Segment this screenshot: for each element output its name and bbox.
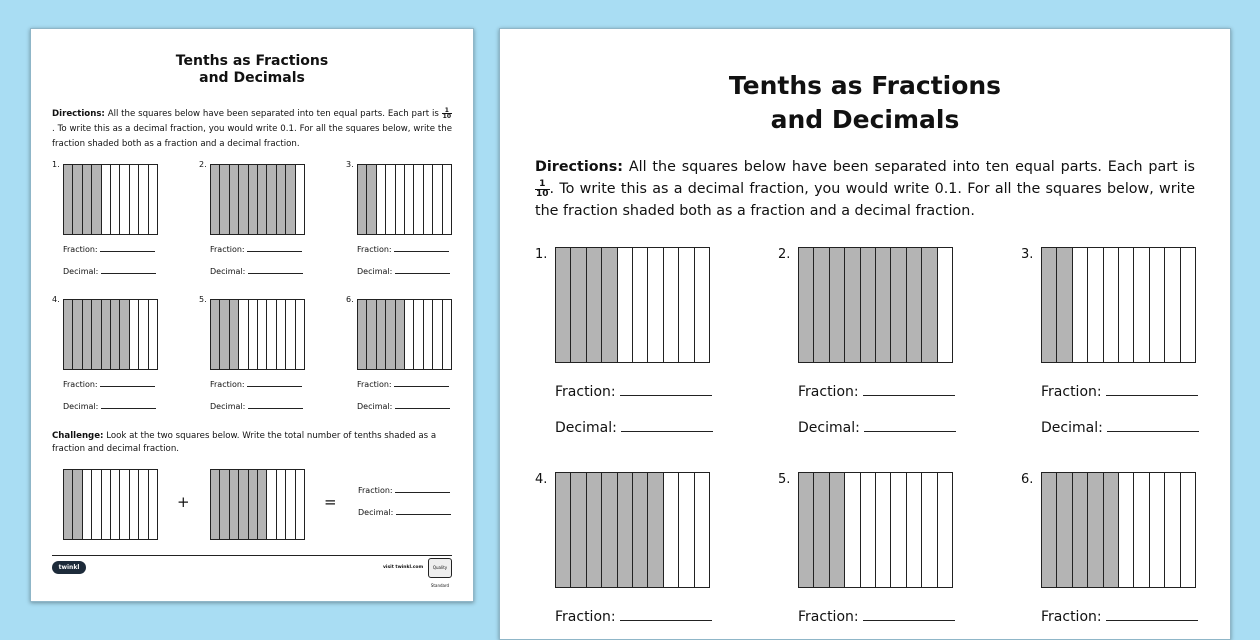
unshaded-tenth: [664, 248, 679, 362]
question-2: [778, 247, 978, 447]
fraction-field[interactable]: Fraction:: [357, 245, 449, 254]
unshaded-tenth: [396, 165, 405, 234]
shaded-tenth: [556, 248, 571, 362]
tenths-square: [210, 164, 305, 235]
shaded-tenth: [83, 300, 92, 369]
fraction-field[interactable]: Fraction:: [555, 609, 712, 625]
unshaded-tenth: [1150, 248, 1165, 362]
unshaded-tenth: [386, 165, 395, 234]
tenths-square: [357, 299, 452, 370]
unshaded-tenth: [83, 470, 92, 539]
directions-part-2: . To write this as a decimal fraction, you would write 0.1. For all the squares below, write the fraction shaded both as a fraction and a decimal fraction.: [52, 124, 452, 149]
unshaded-tenth: [679, 248, 694, 362]
footer-url[interactable]: visit twinkl.com: [383, 565, 424, 570]
decimal-field[interactable]: Decimal:: [63, 267, 156, 276]
question-number: 5.: [199, 295, 207, 304]
unshaded-tenth: [633, 248, 648, 362]
unshaded-tenth: [938, 473, 952, 587]
unshaded-tenth: [424, 300, 433, 369]
unshaded-tenth: [130, 165, 139, 234]
tenths-square: [63, 164, 158, 235]
unshaded-tenth: [424, 165, 433, 234]
directions-label: Directions:: [52, 109, 105, 119]
question-number: 5.: [778, 472, 791, 487]
unshaded-tenth: [1165, 473, 1180, 587]
directions-part-1: All the squares below have been separated into ten equal parts. Each part is: [107, 109, 439, 119]
shaded-tenth: [230, 470, 239, 539]
shaded-tenth: [220, 165, 229, 234]
question-number: 1.: [535, 247, 548, 262]
shaded-tenth: [92, 300, 101, 369]
unshaded-tenth: [414, 165, 423, 234]
directions-part-1: All the squares below have been separated into ten equal parts. Each part is: [628, 159, 1195, 175]
unshaded-tenth: [679, 473, 694, 587]
unshaded-tenth: [891, 473, 906, 587]
unshaded-tenth: [845, 473, 860, 587]
unshaded-tenth: [1104, 248, 1119, 362]
shaded-tenth: [891, 248, 906, 362]
decimal-field[interactable]: Decimal:: [357, 402, 450, 411]
unshaded-tenth: [695, 248, 709, 362]
shaded-tenth: [1088, 473, 1103, 587]
fraction-field[interactable]: Fraction:: [210, 245, 302, 254]
tenths-square: [63, 299, 158, 370]
shaded-tenth: [111, 300, 120, 369]
unshaded-tenth: [277, 300, 286, 369]
unshaded-tenth: [267, 470, 276, 539]
unshaded-tenth: [922, 473, 937, 587]
unshaded-tenth: [938, 248, 952, 362]
shaded-tenth: [83, 165, 92, 234]
shaded-tenth: [220, 470, 229, 539]
directions-part-2: . To write this as a decimal fraction, you would write 0.1. For all the squares below, write the fraction shaded both as a fraction and a decimal fraction.: [535, 181, 1195, 219]
quality-badge-icon: Quality Standard: [428, 558, 452, 578]
question-number: 2.: [199, 160, 207, 169]
shaded-tenth: [799, 473, 814, 587]
tenths-square: [210, 299, 305, 370]
shaded-tenth: [830, 248, 845, 362]
shaded-tenth: [830, 473, 845, 587]
plus-sign: +: [177, 493, 190, 511]
fraction-field[interactable]: Fraction:: [555, 384, 712, 400]
shaded-tenth: [907, 248, 922, 362]
shaded-tenth: [602, 248, 617, 362]
unshaded-tenth: [102, 165, 111, 234]
shaded-tenth: [64, 165, 73, 234]
shaded-tenth: [249, 165, 258, 234]
shaded-tenth: [211, 300, 220, 369]
question-3: [346, 160, 466, 290]
shaded-tenth: [799, 248, 814, 362]
unshaded-tenth: [139, 165, 148, 234]
unshaded-tenth: [92, 470, 101, 539]
unshaded-tenth: [695, 473, 709, 587]
fraction-field[interactable]: Fraction:: [798, 384, 955, 400]
decimal-field[interactable]: Decimal:: [357, 267, 450, 276]
unshaded-tenth: [296, 470, 304, 539]
fraction-field[interactable]: Fraction:: [63, 380, 155, 389]
tenths-square: [1041, 472, 1196, 588]
shaded-tenth: [648, 473, 663, 587]
shaded-tenth: [1042, 248, 1057, 362]
shaded-tenth: [814, 473, 829, 587]
shaded-tenth: [73, 165, 82, 234]
question-4: [535, 472, 735, 640]
unshaded-tenth: [907, 473, 922, 587]
unshaded-tenth: [433, 300, 442, 369]
unshaded-tenth: [1073, 248, 1088, 362]
unshaded-tenth: [120, 165, 129, 234]
fraction-one-tenth: $\frac{1}{10}$: [536, 179, 549, 199]
equals-sign: =: [324, 493, 337, 511]
fraction-field[interactable]: Fraction:: [210, 380, 302, 389]
question-3: [1021, 247, 1221, 447]
decimal-field[interactable]: Decimal:: [1041, 420, 1199, 436]
unshaded-tenth: [102, 470, 111, 539]
unshaded-tenth: [130, 300, 139, 369]
shaded-tenth: [73, 300, 82, 369]
shaded-tenth: [73, 470, 82, 539]
unshaded-tenth: [296, 165, 304, 234]
twinkl-logo[interactable]: twinkl: [52, 561, 86, 574]
shaded-tenth: [249, 470, 258, 539]
unshaded-tenth: [258, 300, 267, 369]
shaded-tenth: [120, 300, 129, 369]
question-5: [199, 295, 319, 425]
shaded-tenth: [239, 165, 248, 234]
unshaded-tenth: [239, 300, 248, 369]
unshaded-tenth: [149, 300, 157, 369]
unshaded-tenth: [664, 473, 679, 587]
unshaded-tenth: [130, 470, 139, 539]
tenths-square: [1041, 247, 1196, 363]
challenge-square-1: [52, 465, 172, 595]
decimal-field[interactable]: Decimal:: [798, 420, 956, 436]
shaded-tenth: [1104, 473, 1119, 587]
unshaded-tenth: [286, 470, 295, 539]
question-number: 2.: [778, 247, 791, 262]
directions-text: [535, 156, 1195, 222]
unshaded-tenth: [267, 300, 276, 369]
question-number: 1.: [52, 160, 60, 169]
shaded-tenth: [876, 248, 891, 362]
shaded-tenth: [386, 300, 395, 369]
unshaded-tenth: [1181, 248, 1195, 362]
shaded-tenth: [92, 165, 101, 234]
challenge-text: Challenge: Look at the two squares below. Write the total number of tenths shaded as a fraction and decimal fraction.: [52, 431, 437, 454]
shaded-tenth: [230, 165, 239, 234]
question-number: 3.: [1021, 247, 1034, 262]
unshaded-tenth: [296, 300, 304, 369]
shaded-tenth: [367, 165, 376, 234]
tenths-square: [798, 472, 953, 588]
tenths-square: [210, 469, 305, 540]
question-5: [778, 472, 978, 640]
fraction-field[interactable]: Fraction:: [798, 609, 955, 625]
tenths-square: [798, 247, 953, 363]
fraction-field[interactable]: Fraction:: [63, 245, 155, 254]
tenths-square: [63, 469, 158, 540]
shaded-tenth: [1057, 248, 1072, 362]
shaded-tenth: [239, 470, 248, 539]
page-title: [31, 53, 473, 87]
question-4: [52, 295, 172, 425]
tenths-square: [357, 164, 452, 235]
unshaded-tenth: [1134, 473, 1149, 587]
shaded-tenth: [211, 470, 220, 539]
shaded-tenth: [220, 300, 229, 369]
shaded-tenth: [1042, 473, 1057, 587]
shaded-tenth: [618, 473, 633, 587]
shaded-tenth: [211, 165, 220, 234]
shaded-tenth: [258, 470, 267, 539]
shaded-tenth: [358, 300, 367, 369]
directions-label: Directions:: [535, 159, 623, 175]
question-1: [52, 160, 172, 290]
title-line-1: Tenths as Fractions: [175, 53, 329, 69]
question-1: [535, 247, 735, 447]
directions-text: [52, 107, 452, 152]
shaded-tenth: [587, 248, 602, 362]
unshaded-tenth: [249, 300, 258, 369]
unshaded-tenth: [277, 470, 286, 539]
question-number: 6.: [346, 295, 354, 304]
shaded-tenth: [358, 165, 367, 234]
footer-divider: [52, 555, 452, 556]
decimal-field[interactable]: Decimal:: [210, 267, 303, 276]
question-number: 3.: [346, 160, 354, 169]
question-6: [346, 295, 466, 425]
unshaded-tenth: [149, 470, 157, 539]
shaded-tenth: [258, 165, 267, 234]
challenge-fraction-field[interactable]: Fraction:: [358, 486, 450, 495]
shaded-tenth: [633, 473, 648, 587]
unshaded-tenth: [443, 165, 451, 234]
unshaded-tenth: [149, 165, 157, 234]
fraction-one-tenth: $\frac{1}{10}$: [442, 106, 452, 120]
shaded-tenth: [230, 300, 239, 369]
unshaded-tenth: [618, 248, 633, 362]
unshaded-tenth: [111, 165, 120, 234]
question-number: 4.: [52, 295, 60, 304]
page-title: [500, 69, 1230, 137]
tenths-square: [555, 247, 710, 363]
unshaded-tenth: [1134, 248, 1149, 362]
unshaded-tenth: [443, 300, 451, 369]
unshaded-tenth: [286, 300, 295, 369]
question-2: [199, 160, 319, 290]
shaded-tenth: [396, 300, 405, 369]
decimal-field[interactable]: Decimal:: [210, 402, 303, 411]
shaded-tenth: [587, 473, 602, 587]
unshaded-tenth: [876, 473, 891, 587]
shaded-tenth: [286, 165, 295, 234]
fraction-field[interactable]: Fraction:: [1041, 384, 1198, 400]
unshaded-tenth: [405, 300, 414, 369]
shaded-tenth: [571, 473, 586, 587]
shaded-tenth: [64, 300, 73, 369]
unshaded-tenth: [414, 300, 423, 369]
unshaded-tenth: [377, 165, 386, 234]
unshaded-tenth: [139, 300, 148, 369]
shaded-tenth: [845, 248, 860, 362]
fraction-field[interactable]: Fraction:: [1041, 609, 1198, 625]
shaded-tenth: [102, 300, 111, 369]
shaded-tenth: [571, 248, 586, 362]
shaded-tenth: [267, 165, 276, 234]
challenge-decimal-field[interactable]: Decimal:: [358, 508, 451, 517]
unshaded-tenth: [1119, 248, 1134, 362]
decimal-field[interactable]: Decimal:: [63, 402, 156, 411]
tenths-square: [555, 472, 710, 588]
unshaded-tenth: [405, 165, 414, 234]
unshaded-tenth: [1165, 248, 1180, 362]
question-6: [1021, 472, 1221, 640]
unshaded-tenth: [111, 470, 120, 539]
title-line-1: Tenths as Fractions: [728, 71, 1002, 100]
unshaded-tenth: [648, 248, 663, 362]
unshaded-tenth: [139, 470, 148, 539]
challenge-square-2: [199, 465, 319, 595]
unshaded-tenth: [1181, 473, 1195, 587]
title-line-2: and Decimals: [770, 105, 960, 134]
question-number: 6.: [1021, 472, 1034, 487]
title-line-2: and Decimals: [199, 69, 305, 86]
shaded-tenth: [377, 300, 386, 369]
shaded-tenth: [367, 300, 376, 369]
unshaded-tenth: [1150, 473, 1165, 587]
shaded-tenth: [556, 473, 571, 587]
shaded-tenth: [64, 470, 73, 539]
unshaded-tenth: [433, 165, 442, 234]
shaded-tenth: [861, 248, 876, 362]
worksheet-zoomed: [499, 28, 1231, 640]
shaded-tenth: [814, 248, 829, 362]
shaded-tenth: [922, 248, 937, 362]
shaded-tenth: [1073, 473, 1088, 587]
unshaded-tenth: [861, 473, 876, 587]
shaded-tenth: [602, 473, 617, 587]
question-number: 4.: [535, 472, 548, 487]
worksheet-preview-small: [30, 28, 474, 602]
unshaded-tenth: [1088, 248, 1103, 362]
fraction-field[interactable]: Fraction:: [357, 380, 449, 389]
unshaded-tenth: [120, 470, 129, 539]
shaded-tenth: [1057, 473, 1072, 587]
unshaded-tenth: [1119, 473, 1134, 587]
decimal-field[interactable]: Decimal:: [555, 420, 713, 436]
challenge-label: Challenge:: [52, 431, 104, 441]
shaded-tenth: [277, 165, 286, 234]
